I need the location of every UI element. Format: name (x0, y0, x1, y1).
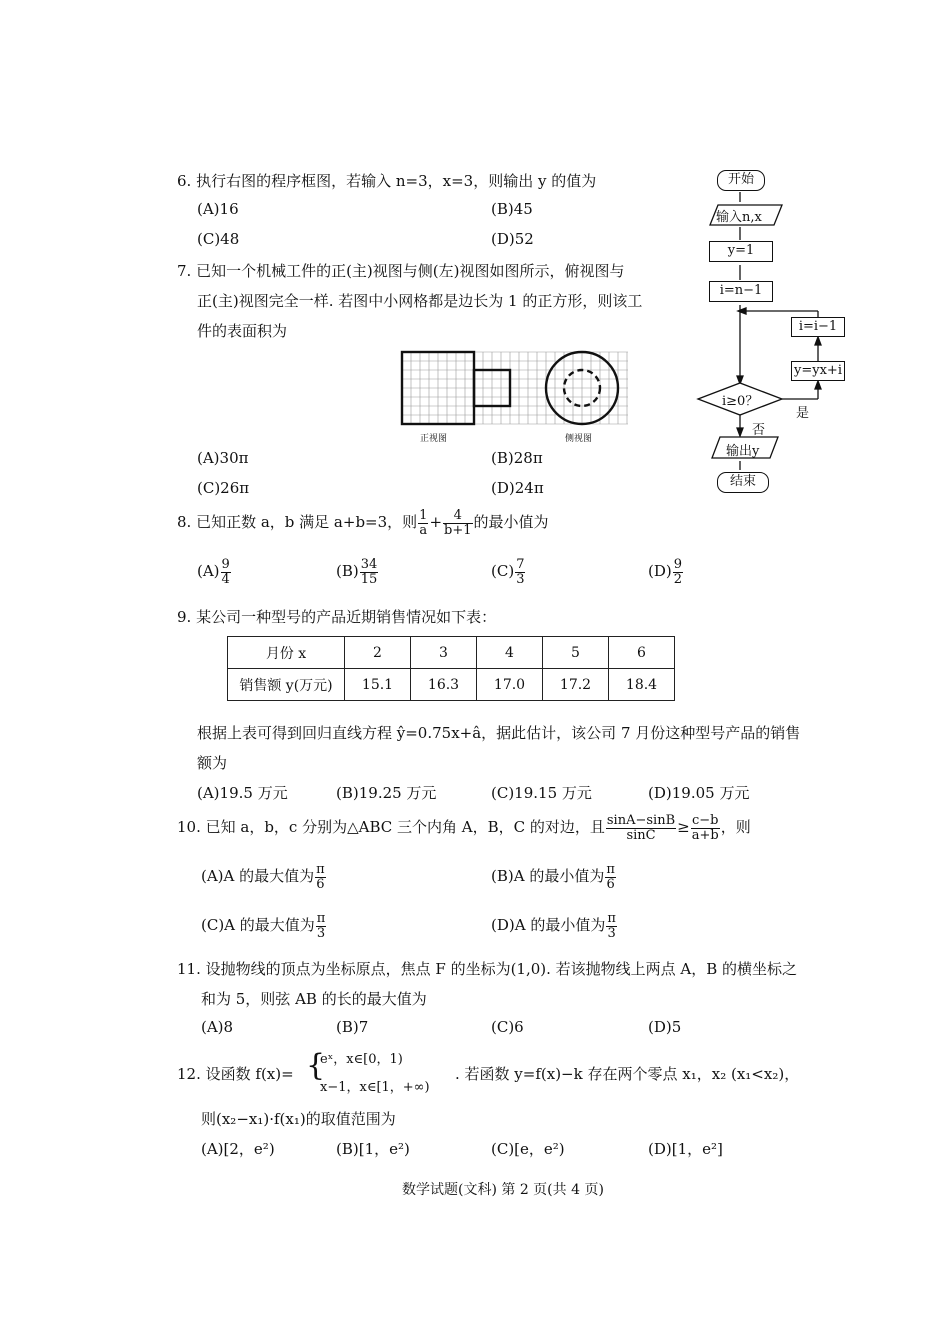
q7-stem-line3: 件的表面积为 (197, 322, 288, 340)
q11-option-a: (A)8 (201, 1018, 234, 1036)
q10-option-a: (A)A 的最大值为 $\frac{\pi}{6}$ (201, 862, 325, 892)
q10-stem: 10. 已知 a，b，c 分别为△ABC 三个内角 A，B，C 的对边，且 $\frac{\sin A-\sin B}{\sin C}$ ≥ $\frac{c-b}{a+b}$ ，则 (177, 813, 751, 843)
flow-update-y: y=yx+i (791, 361, 845, 381)
q9-stem: 9. 某公司一种型号的产品近期销售情况如下表： (177, 608, 497, 626)
q12-option-c: (C)[e，e²) (491, 1140, 565, 1158)
q7-option-b: (B)28π (491, 449, 543, 467)
table-cell: 17.0 (477, 669, 543, 701)
q7-option-d: (D)24π (491, 479, 544, 497)
table-cell: 16.3 (411, 669, 477, 701)
q11-stem-line2: 和为 5，则弦 AB 的长的最大值为 (201, 990, 427, 1008)
table-cell: 15.1 (345, 669, 411, 701)
q11-option-d: (D)5 (648, 1018, 682, 1036)
grid-lines (402, 352, 628, 424)
q8-frac2: $\frac{4}{b+1}$ (444, 508, 472, 538)
table-cell: 6 (609, 637, 675, 669)
q8-option-d: (D) $\frac{9}{2}$ (648, 557, 683, 587)
q8-option-b: (B) $\frac{34}{15}$ (336, 557, 378, 587)
q8-stem: 8. 已知正数 a，b 满足 a+b=3，则 $\frac{1}{a}$ + $\frac{4}{b+1}$ 的最小值为 (177, 508, 549, 538)
three-view-diagram (398, 348, 632, 428)
q6-option-d: (D)52 (491, 230, 534, 248)
flow-start: 开始 (717, 170, 765, 191)
table-cell: 月份 x (228, 637, 345, 669)
q7-option-a: (A)30π (197, 449, 249, 467)
q8-option-c: (C) $\frac{7}{3}$ (491, 557, 525, 587)
q7-stem-line1: 7. 已知一个机械工件的正(主)视图与侧(左)视图如图所示，俯视图与 (177, 262, 625, 280)
q8-option-a: (A) $\frac{9}{4}$ (197, 557, 230, 587)
q12-stem-line2: 则(x₂−x₁)·f(x₁)的取值范围为 (201, 1110, 396, 1128)
q12-case2: x−1，x∈[1，+∞) (320, 1080, 430, 1095)
q10-option-d: (D)A 的最小值为 $\frac{\pi}{3}$ (491, 911, 616, 941)
table-cell: 18.4 (609, 669, 675, 701)
q12-option-a: (A)[2，e²) (201, 1140, 275, 1158)
q11-option-c: (C)6 (491, 1018, 524, 1036)
q10-option-b: (B)A 的最小值为 $\frac{\pi}{6}$ (491, 862, 615, 892)
q6-stem: 6. 执行右图的程序框图，若输入 n=3，x=3，则输出 y 的值为 (177, 172, 597, 190)
q9-option-c: (C)19.15 万元 (491, 784, 592, 802)
table-cell: 4 (477, 637, 543, 669)
table-row (228, 669, 675, 701)
table-cell: 2 (345, 637, 411, 669)
q12-brace: { (306, 1048, 326, 1083)
q9-option-d: (D)19.05 万元 (648, 784, 750, 802)
sales-table (227, 636, 675, 701)
q9-text-line1: 根据上表可得到回归直线方程 ŷ=0.75x+â，据此估计，该公司 7 月份这种型号产品的销售 (197, 724, 801, 742)
q6-option-b: (B)45 (491, 200, 533, 218)
page-footer: 数学试题(文科) 第 2 页(共 4 页) (402, 1182, 604, 1198)
q11-option-b: (B)7 (336, 1018, 369, 1036)
q12-option-b: (B)[1，e²) (336, 1140, 410, 1158)
q6-option-c: (C)48 (197, 230, 240, 248)
flow-no-label: 否 (752, 423, 766, 438)
q6-option-a: (A)16 (197, 200, 239, 218)
table-cell: 5 (543, 637, 609, 669)
flow-end: 结束 (717, 472, 769, 493)
q9-text-line2: 额为 (197, 754, 228, 772)
flow-assign-y: y=1 (709, 241, 773, 262)
q7-option-c: (C)26π (197, 479, 250, 497)
flow-output: 输出y (726, 444, 760, 459)
q7-stem-line2: 正(主)视图完全一样. 若图中小网格都是边长为 1 的正方形，则该工 (197, 292, 643, 310)
q12-stem-post: . 若函数 y=f(x)−k 存在两个零点 x₁，x₂ (x₁<x₂)， (455, 1065, 800, 1083)
table-cell: 17.2 (543, 669, 609, 701)
flow-assign-i: i=n−1 (709, 281, 773, 302)
table-cell: 3 (411, 637, 477, 669)
side-view-label: 侧视图 (565, 434, 593, 444)
front-view-label: 正视图 (420, 434, 448, 444)
q10-option-c: (C)A 的最大值为 $\frac{\pi}{3}$ (201, 911, 326, 941)
q12-option-d: (D)[1，e²] (648, 1140, 723, 1158)
q12-case1: eˣ，x∈[0，1) (320, 1052, 403, 1067)
flow-yes-label: 是 (796, 406, 810, 421)
q12-stem-pre: 12. 设函数 f(x)= (177, 1065, 294, 1083)
q11-stem-line1: 11. 设抛物线的顶点为坐标原点，焦点 F 的坐标为(1,0). 若该抛物线上两点 A，B 的横坐标之 (177, 960, 798, 978)
flow-condition: i≥0？ (722, 394, 759, 409)
q8-frac1: $\frac{1}{a}$ (419, 508, 428, 538)
table-cell: 销售额 y(万元) (228, 669, 345, 701)
flow-decrement: i=i−1 (791, 317, 845, 337)
table-row (228, 637, 675, 669)
q9-option-a: (A)19.5 万元 (197, 784, 288, 802)
flow-input: 输入n,x (716, 210, 762, 225)
q9-option-b: (B)19.25 万元 (336, 784, 437, 802)
